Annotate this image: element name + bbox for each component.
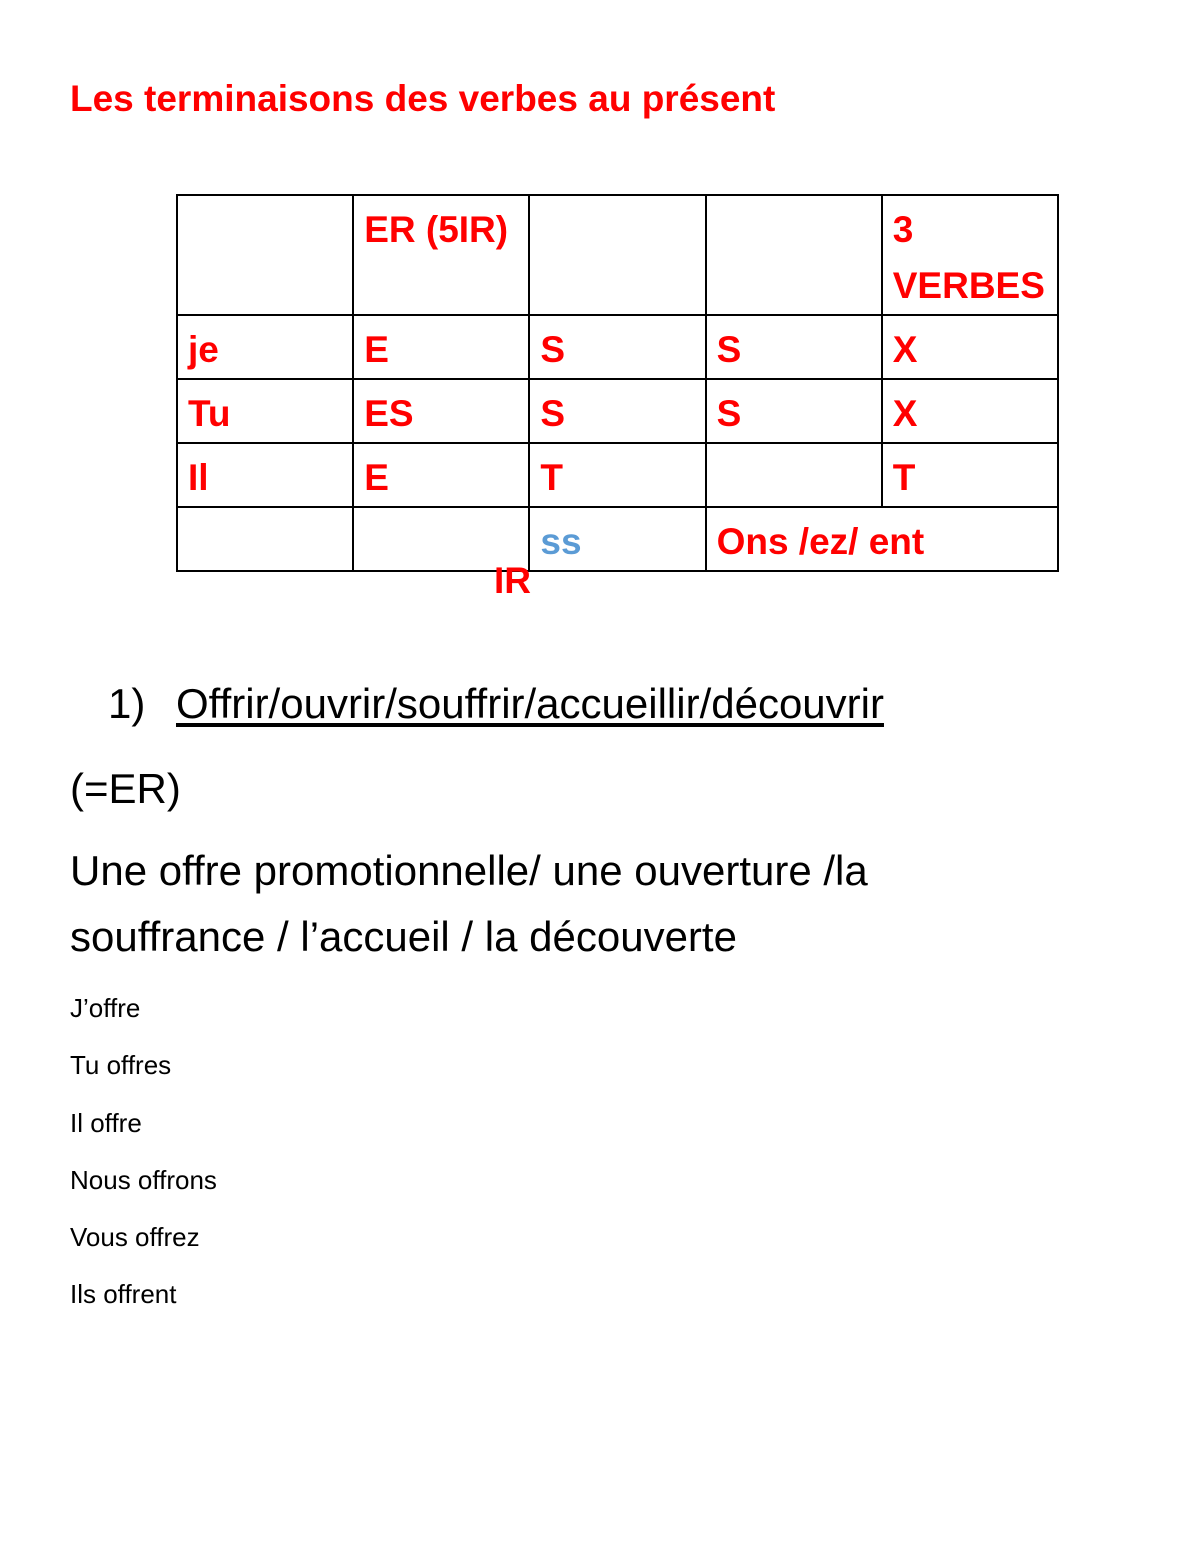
table-cell: T [529,443,705,507]
ss-note-cell: ss [529,507,705,571]
table-cell: ER (5IR) [353,195,529,315]
page-title: Les terminaisons des verbes au présent [70,78,776,119]
table-cell [177,507,353,571]
table-cell [177,195,353,315]
table-cell: Tu [177,379,353,443]
ir-label: IR [494,560,531,601]
section-verbs: Offrir/ouvrir/souffrir/accueillir/découvrir [176,680,884,727]
noun-list: Une offre promotionnelle/ une ouverture /la souffrance / l’accueil / la découverte [70,847,868,960]
list-item: J’offre [70,993,141,1023]
table-cell: S [706,315,882,379]
er-note: (=ER) [70,765,181,812]
table-cell: ES [353,379,529,443]
conjugation-list [70,992,217,1336]
table-cell: je [177,315,353,379]
table-cell: E [353,443,529,507]
table-row [177,443,1058,507]
plural-endings-cell: Ons /ez/ ent [706,507,1058,571]
table-row [177,507,1058,571]
table-cell [529,195,705,315]
section-number: 1) [108,680,146,727]
endings-table [176,194,1059,572]
table-cell: X [882,315,1058,379]
list-item: Vous offrez [70,1222,200,1253]
table-cell: E [353,315,529,379]
list-item: Nous offrons [70,1164,217,1195]
table-cell: Il [177,443,353,507]
table-cell: T [882,443,1058,507]
table-cell: S [529,379,705,443]
list-item: Il offre [70,1107,142,1138]
table-row [177,379,1058,443]
table-cell: 3 VERBES [882,195,1058,315]
section-heading [108,680,884,728]
table-cell: S [529,315,705,379]
table-header-row [177,195,1058,315]
list-item: Ils offrent [70,1279,177,1310]
table-cell [706,195,882,315]
table-cell [706,443,882,507]
table-cell: X [882,379,1058,443]
list-item: Tu offres [70,1050,172,1081]
table-cell: S [706,379,882,443]
table-row [177,315,1058,379]
